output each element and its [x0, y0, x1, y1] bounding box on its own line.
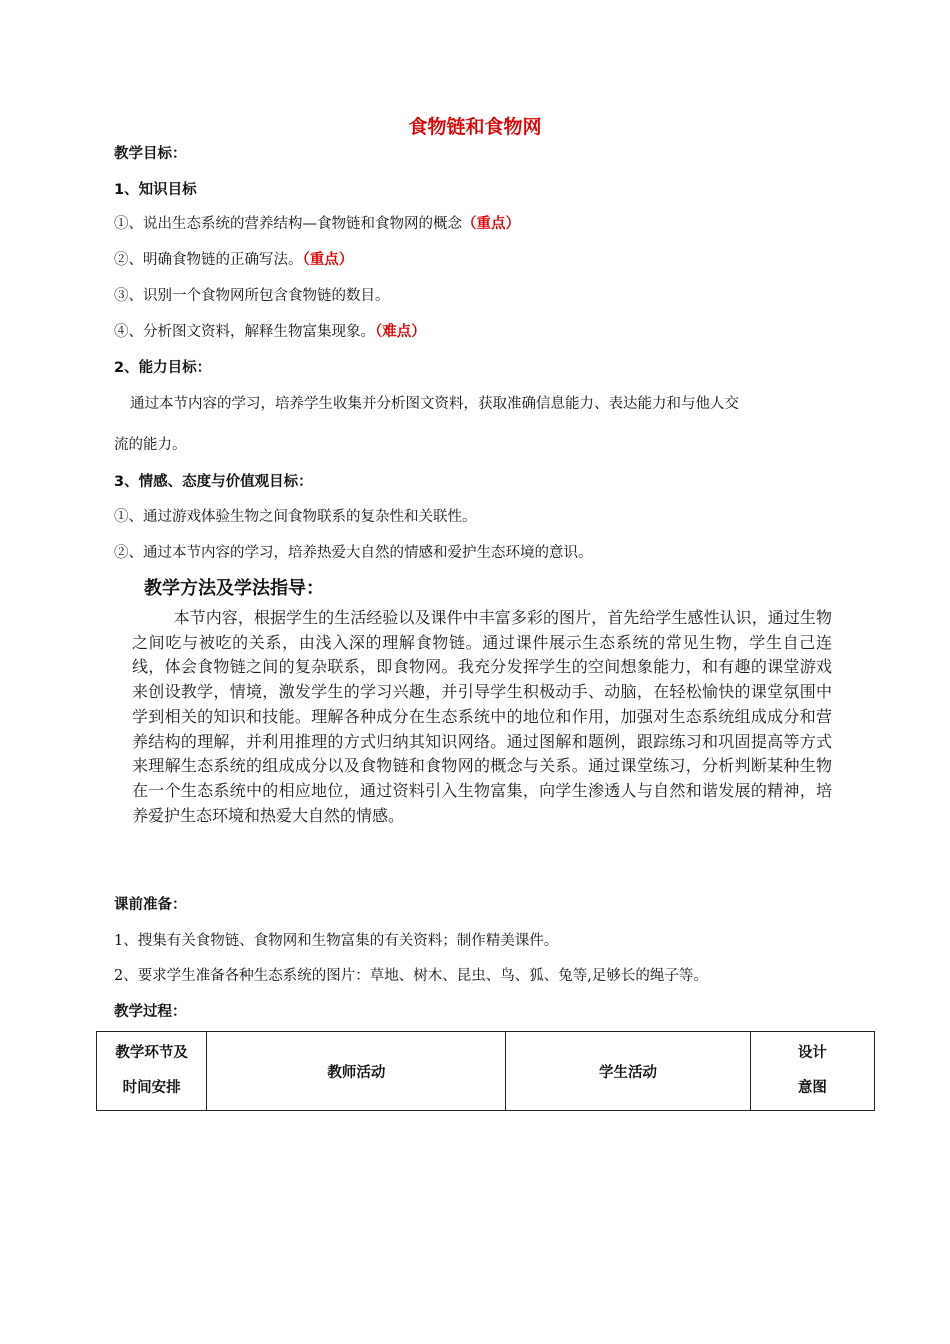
prep-heading: 课前准备： [114, 897, 187, 913]
prep-item: 2、要求学生准备各种生态系统的图片：草地、树木、昆虫、鸟、狐、兔等,足够长的绳子等。 [114, 968, 708, 984]
method-heading: 教学方法及学法指导： [144, 578, 324, 599]
ability-text-line1: 通过本节内容的学习，培养学生收集并分析图文资料，获取准确信息能力、表达能力和与他人交 [130, 396, 739, 412]
knowledge-item-text: ④、分析图文资料，解释生物富集现象。 [114, 324, 375, 340]
table-header-cell [97, 1032, 207, 1111]
emotion-heading: 3、情感、态度与价值观目标： [114, 474, 313, 490]
ability-heading: 2、能力目标： [114, 360, 212, 376]
emotion-item: ②、通过本节内容的学习，培养热爱大自然的情感和爱护生态环境的意识。 [114, 545, 593, 561]
table-header-cell [506, 1032, 750, 1111]
header-student: 学生活动 [599, 1064, 658, 1081]
page-title: 食物链和食物网 [408, 116, 542, 138]
ability-text-line2: 流的能力。 [114, 437, 187, 453]
header-stage-line2: 时间安排 [122, 1080, 181, 1096]
header-intent-line2: 意图 [797, 1080, 827, 1096]
prep-item: 1、搜集有关食物链、食物网和生物富集的有关资料；制作精美课件。 [114, 933, 559, 949]
key-point-tag: （重点） [462, 216, 520, 232]
difficulty-tag: （难点） [375, 324, 426, 340]
knowledge-item [114, 284, 390, 305]
knowledge-item [114, 212, 520, 233]
emotion-item: ①、通过游戏体验生物之间食物联系的复杂性和关联性。 [114, 509, 477, 525]
knowledge-item-text: ①、说出生态系统的营养结构—食物链和食物网的概念 [114, 216, 462, 232]
knowledge-item-text: ②、明确食物链的正确写法。 [114, 252, 303, 268]
knowledge-item-text: ③、识别一个食物网所包含食物链的数目。 [114, 288, 390, 304]
knowledge-item [114, 320, 426, 341]
process-heading: 教学过程： [114, 1004, 187, 1020]
method-paragraph: 本节内容，根据学生的生活经验以及课件中丰富多彩的图片，首先给学生感性认识，通过生物之间吃与被吃的关系，由浅入深的理解食物链。通过课件展示生态系统的常见生物，学生自己连线，体会食物链之间的复杂联系，即食物网。我充分发挥学生的空间想象能力，和有趣的课堂游戏来创设教学，情境，激发学生的学习兴趣，并引导学生积极动手、动脑，在轻松愉快的课堂氛围中学到相关的知识和技能。理解各种成分在生态系统中的地位和作用，加强对生态系统组成成分和营养结构的理解，并利用推理的方式归纳其知识网络。通过图解和题例，跟踪练习和巩固提高等方式来理解生态系统的组成成分以及食物链和食物网的概念与关系。通过课堂练习，分析判断某种生物在一个生态系统中的相应地位，通过资料引入生物富集，向学生渗透人与自然和谐发展的精神，培养爱护生态环境和热爱大自然的情感。 [132, 608, 832, 825]
knowledge-heading: 1、知识目标 [114, 182, 197, 198]
header-intent-line1: 设计 [797, 1045, 827, 1061]
objectives-heading: 教学目标： [114, 146, 187, 162]
table-header-row [97, 1032, 875, 1111]
process-table [96, 1031, 875, 1111]
table-header-cell [207, 1032, 506, 1111]
table-header-cell [750, 1032, 874, 1111]
header-stage-line1: 教学环节及 [115, 1045, 188, 1061]
knowledge-item [114, 248, 353, 269]
header-teacher: 教师活动 [327, 1064, 386, 1081]
key-point-tag: （重点） [302, 252, 354, 268]
